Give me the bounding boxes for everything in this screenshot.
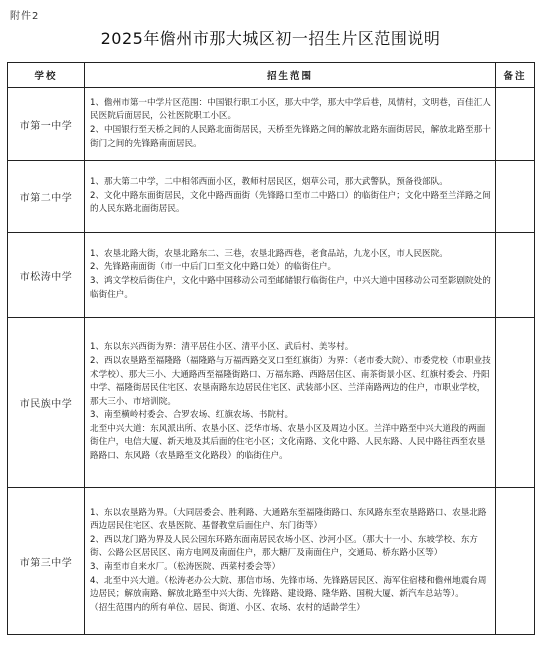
range-item: 3、南至市自来水厂。（松涛医院、西菜村委会等） <box>90 562 281 572</box>
school-name: 市民族中学 <box>8 318 85 488</box>
header-note: 备注 <box>496 63 535 88</box>
enrollment-table <box>7 62 535 635</box>
table-row <box>8 488 535 635</box>
range-item: 2、中国银行至天桥之间的人民路北面街居民，天桥至先锋路之间的解放北路东面街居民，解放北路至那十街门之间的先锋路南面居民。 <box>90 125 491 149</box>
enrollment-range <box>85 88 496 161</box>
range-item: 2、西以龙门路为界及人民公园东环路东面南居民农场小区、沙河小区。（那大十一小、东坡学校、东方街、公路公区居民区、南方电网及南面住户，那大糖厂及南面住户，交通局、桥东路小区等） <box>90 534 478 559</box>
range-item: 2、文化中路东面街居民，文化中路西面街（先锋路口至市二中路口）的临街住户；文化中路至兰洋路之间的人民东路北面街居民。 <box>90 190 491 215</box>
header-school: 学校 <box>8 63 85 88</box>
table-header-row <box>8 63 535 88</box>
table-row <box>8 161 535 233</box>
table-row <box>8 88 535 161</box>
school-name: 市第二中学 <box>8 161 85 233</box>
note-cell <box>496 488 535 635</box>
note-cell <box>496 88 535 161</box>
attachment-label: 附件2 <box>10 11 40 22</box>
range-item: 3、南至横岭村委会、合罗农场、红旗农场、书院村。 <box>90 410 294 421</box>
enrollment-range <box>85 233 496 318</box>
range-item: 北至中兴大道：东风派出所、农垦小区、泛华市场、农垦小区及周边小区。兰洋中路至中兴大道段的两面街住户，电信大厦、新天地及其后面的住宅小区；文化南路、文化中路、人民东路、人民中路往西至农垦路路口、东风路（农垦路至文化路段）的临街住户。 <box>90 423 486 462</box>
range-item: 2、先锋路南面街（市一中后门口至文化中路口处）的临街住户。 <box>90 262 337 273</box>
enrollment-range <box>85 161 496 233</box>
enrollment-range <box>85 488 496 635</box>
range-item: 1、那大第二中学，二中相邻西面小区，教师村居民区，烟草公司，那大武警队，预备役部队。 <box>90 177 448 188</box>
range-item: 1、东以农垦路为界。（大同居委会、胜利路、大通路东至福隆街路口、东风路东至农垦路路口、农垦北路西边居民住宅区、农垦医院、基督教堂后面住户、东门街等） <box>90 507 487 532</box>
range-item: 1、儋州市第一中学片区范围：中国银行职工小区，那大中学，那大中学后巷，凤情村，文明巷，百佳汇人民医院后面居民，公社医院职工小区。 <box>90 97 491 122</box>
range-item: 2、西以农垦路至福隆路（福隆路与万福西路交叉口至红旗街）为界：（老市委大院）、市委党校（市职业技术学校）、那大三小、大通路西至福隆街路口、万福东路、西路居住区、南茶街景小区、红旗村委会、丹阳中学、福隆街居民住宅区、农垦南路东边居民住宅区、武装部小区、兰洋南路两边的住户，市职业学校，那大三小、市培训院。 <box>90 355 491 407</box>
range-item: 1、东以东兴西街为界：清平居住小区、清平小区、武后村、美岑村。 <box>90 342 354 353</box>
note-cell <box>496 161 535 233</box>
school-name: 市第三中学 <box>8 488 85 635</box>
table-row <box>8 318 535 488</box>
enrollment-range <box>85 318 496 488</box>
note-cell <box>496 318 535 488</box>
school-name: 市第一中学 <box>8 88 85 161</box>
range-footnote: （招生范围内的所有单位、居民、街道、小区、农场、农村的适龄学生） <box>90 602 366 613</box>
document-title: 2025年儋州市那大城区初一招生片区范围说明 <box>100 29 441 48</box>
school-name: 市松涛中学 <box>8 233 85 318</box>
range-item: 3、鸿文学校后街住户，文化中路中国移动公司至邮储银行临街住户，中兴大道中国移动公司至影剧院处的临街住户。 <box>90 276 491 300</box>
table-row <box>8 233 535 318</box>
header-range: 招生范围 <box>85 63 496 88</box>
note-cell <box>496 233 535 318</box>
range-item: 1、农垦北路大街，农垦北路东二、三巷，农垦北路西巷，老食品站，九龙小区，市人民医院。 <box>90 248 448 259</box>
range-item: 4、北至中兴大道。（松涛老办公大院、那信市场、先锋市场、先锋路居民区、海军住宿楼和儋州地震台周边居民；解放南路、解放北路至中兴大街、先锋路、建设路、隆华路、国税大厦、新汽车总站等）。 <box>90 575 487 600</box>
